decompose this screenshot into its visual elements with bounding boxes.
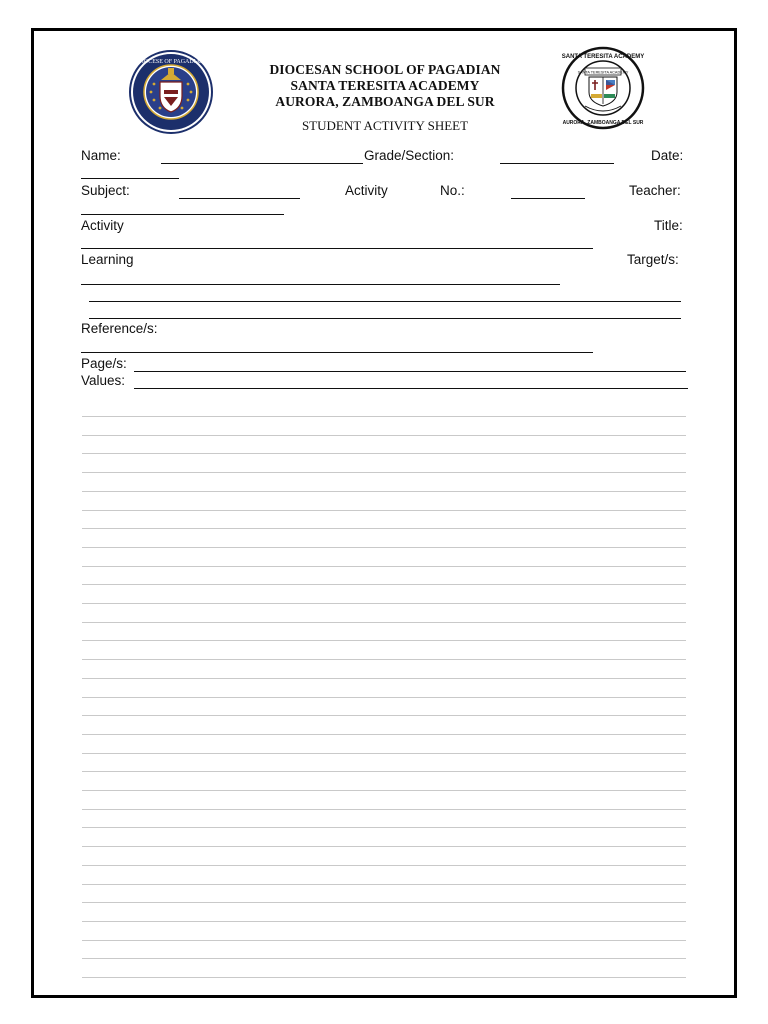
learning-label: Learning bbox=[81, 252, 134, 267]
academy-seal-logo bbox=[555, 46, 651, 130]
svg-text:AURORA, ZAMBOANGA DEL SUR: AURORA, ZAMBOANGA DEL SUR bbox=[562, 120, 644, 126]
ruled-line bbox=[82, 809, 686, 810]
name-label: Name: bbox=[81, 148, 121, 163]
subject-label: Subject: bbox=[81, 183, 130, 198]
school-address: AURORA, ZAMBOANGA DEL SUR bbox=[275, 94, 495, 109]
ruled-line bbox=[82, 528, 686, 529]
ruled-line bbox=[82, 566, 686, 567]
svg-text:SANTA TERESITA ACADEMY: SANTA TERESITA ACADEMY bbox=[577, 70, 629, 75]
ruled-line bbox=[82, 678, 686, 679]
learning-targets-field-2[interactable] bbox=[89, 301, 681, 302]
activity-label: Activity bbox=[345, 183, 388, 198]
subject-field[interactable] bbox=[179, 198, 300, 199]
title-label: Title: bbox=[654, 218, 683, 233]
ruled-line bbox=[82, 603, 686, 604]
references-field[interactable] bbox=[81, 352, 593, 353]
ruled-line bbox=[82, 715, 686, 716]
ruled-line bbox=[82, 734, 686, 735]
ruled-line bbox=[82, 547, 686, 548]
targets-label: Target/s: bbox=[627, 252, 679, 267]
learning-targets-field-1[interactable] bbox=[81, 284, 560, 285]
grade-section-label: Grade/Section: bbox=[364, 148, 455, 163]
learning-targets-field-3[interactable] bbox=[89, 318, 681, 319]
grade-section-field[interactable] bbox=[500, 163, 614, 164]
ruled-line bbox=[82, 416, 686, 417]
activity-no-field[interactable] bbox=[511, 198, 585, 199]
svg-text:SANTA TERESITA ACADEMY: SANTA TERESITA ACADEMY bbox=[561, 54, 645, 60]
pages-field[interactable] bbox=[134, 371, 686, 372]
values-label: Values: bbox=[81, 373, 126, 388]
name-field[interactable] bbox=[161, 163, 363, 164]
left-seal-text: DIOCESE OF PAGADIAN bbox=[137, 59, 205, 65]
ruled-line bbox=[82, 865, 686, 866]
values-field[interactable] bbox=[134, 388, 688, 389]
ruled-line bbox=[82, 491, 686, 492]
sheet-title: STUDENT ACTIVITY SHEET bbox=[301, 118, 469, 133]
activity-no-label: No.: bbox=[440, 183, 465, 198]
pages-label: Page/s: bbox=[81, 356, 127, 371]
ruled-line bbox=[82, 622, 686, 623]
ruled-line bbox=[82, 977, 686, 978]
ruled-line bbox=[82, 884, 686, 885]
ruled-line bbox=[82, 846, 686, 847]
ruled-line bbox=[82, 771, 686, 772]
activity-title-label: Activity bbox=[81, 218, 124, 233]
ruled-line bbox=[82, 827, 686, 828]
school-name: DIOCESAN SCHOOL OF PAGADIAN bbox=[269, 62, 501, 77]
diocese-seal-logo bbox=[124, 50, 218, 134]
date-label: Date: bbox=[651, 148, 684, 163]
ruled-line bbox=[82, 790, 686, 791]
ruled-line bbox=[82, 753, 686, 754]
school-header bbox=[240, 62, 530, 110]
ruled-line bbox=[82, 697, 686, 698]
teacher-label: Teacher: bbox=[629, 183, 681, 198]
page-border bbox=[31, 28, 737, 998]
ruled-line bbox=[82, 584, 686, 585]
ruled-line bbox=[82, 472, 686, 473]
ruled-line bbox=[82, 453, 686, 454]
ruled-line bbox=[82, 659, 686, 660]
teacher-field[interactable] bbox=[81, 214, 284, 215]
ruled-line bbox=[82, 510, 686, 511]
date-field[interactable] bbox=[81, 178, 179, 179]
ruled-line bbox=[82, 435, 686, 436]
activity-title-field[interactable] bbox=[81, 248, 593, 249]
ruled-line bbox=[82, 640, 686, 641]
ruled-line bbox=[82, 902, 686, 903]
ruled-line bbox=[82, 940, 686, 941]
references-label: Reference/s: bbox=[81, 321, 158, 336]
academy-name: SANTA TERESITA ACADEMY bbox=[290, 78, 480, 93]
ruled-line bbox=[82, 958, 686, 959]
ruled-line bbox=[82, 921, 686, 922]
